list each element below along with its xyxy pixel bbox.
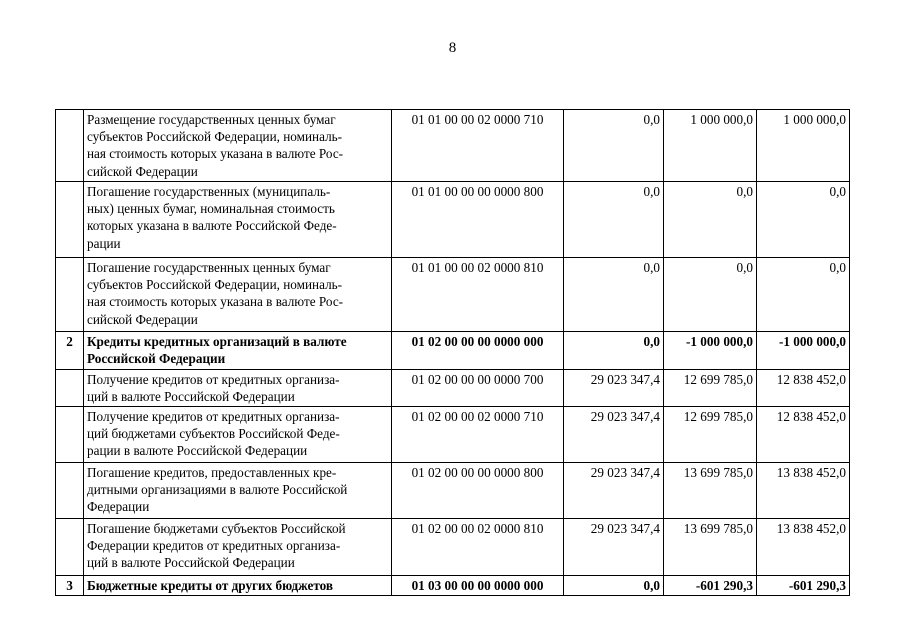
row-value-1: 0,0 bbox=[564, 258, 664, 332]
row-number bbox=[56, 519, 84, 576]
row-value-1: 0,0 bbox=[564, 182, 664, 258]
row-value-2: -1 000 000,0 bbox=[664, 332, 757, 370]
sources-financing-table bbox=[55, 109, 850, 596]
row-name-line: Размещение государственных ценных бумаг bbox=[87, 112, 336, 127]
row-name-line: рации bbox=[87, 235, 121, 251]
row-name-line: сийской Федерации bbox=[87, 311, 198, 327]
row-code: 01 01 00 00 00 0000 800 bbox=[392, 182, 564, 258]
row-name-line: Российской Федерации bbox=[87, 351, 226, 367]
row-name-line: Погашение государственных ценных бумаг bbox=[87, 260, 331, 275]
row-value-1: 0,0 bbox=[564, 110, 664, 182]
row-value-2: -601 290,3 bbox=[664, 576, 757, 596]
table-row bbox=[56, 370, 850, 407]
row-name-line: Получение кредитов от кредитных организа- bbox=[87, 409, 340, 424]
row-name-line: субъектов Российской Федерации, номиналь- bbox=[87, 129, 343, 145]
row-value-2: 1 000 000,0 bbox=[664, 110, 757, 182]
table-row bbox=[56, 110, 850, 182]
row-number bbox=[56, 370, 84, 407]
row-value-3: 0,0 bbox=[757, 258, 850, 332]
row-name bbox=[84, 258, 392, 332]
row-name-line: дитными организациями в валюте Российской bbox=[87, 482, 348, 498]
table-row bbox=[56, 576, 850, 596]
row-number bbox=[56, 258, 84, 332]
row-name-line: которых указана в валюте Российской Феде- bbox=[87, 218, 337, 234]
row-value-3: 1 000 000,0 bbox=[757, 110, 850, 182]
row-number: 3 bbox=[56, 576, 84, 596]
page-number: 8 bbox=[448, 40, 457, 56]
row-name-line: сийской Федерации bbox=[87, 163, 198, 179]
row-value-2: 12 699 785,0 bbox=[664, 407, 757, 463]
row-name-line: субъектов Российской Федерации, номиналь- bbox=[87, 277, 343, 293]
row-code: 01 02 00 00 02 0000 710 bbox=[392, 407, 564, 463]
row-name-line: ная стоимость которых указана в валюте Рос- bbox=[87, 146, 344, 162]
row-code: 01 03 00 00 00 0000 000 bbox=[392, 576, 564, 596]
row-value-3: -601 290,3 bbox=[757, 576, 850, 596]
row-value-2: 13 699 785,0 bbox=[664, 463, 757, 519]
row-code: 01 02 00 00 00 0000 700 bbox=[392, 370, 564, 407]
row-value-1: 0,0 bbox=[564, 576, 664, 596]
row-name bbox=[84, 332, 392, 370]
row-number bbox=[56, 463, 84, 519]
row-code: 01 02 00 00 00 0000 800 bbox=[392, 463, 564, 519]
row-name-line: Погашение бюджетами субъектов Российской bbox=[87, 521, 346, 536]
row-name-line: рации в валюте Российской Федерации bbox=[87, 443, 308, 459]
table-row bbox=[56, 258, 850, 332]
row-name bbox=[84, 182, 392, 258]
row-number bbox=[56, 110, 84, 182]
row-number bbox=[56, 182, 84, 258]
row-name-line: ная стоимость которых указана в валюте Рос- bbox=[87, 294, 344, 310]
row-value-2: 13 699 785,0 bbox=[664, 519, 757, 576]
table-row bbox=[56, 407, 850, 463]
table-row bbox=[56, 463, 850, 519]
row-value-3: 13 838 452,0 bbox=[757, 519, 850, 576]
row-name-line: Федерации кредитов от кредитных организа- bbox=[87, 538, 341, 554]
row-name-line: Получение кредитов от кредитных организа- bbox=[87, 372, 340, 387]
row-code: 01 02 00 00 02 0000 810 bbox=[392, 519, 564, 576]
row-name-line: Погашение государственных (муниципаль- bbox=[87, 184, 331, 199]
row-number bbox=[56, 407, 84, 463]
row-value-2: 0,0 bbox=[664, 182, 757, 258]
row-value-1: 29 023 347,4 bbox=[564, 370, 664, 407]
row-name bbox=[84, 576, 392, 596]
row-name-line: ций в валюте Российской Федерации bbox=[87, 555, 295, 571]
row-name bbox=[84, 110, 392, 182]
row-name-line: Бюджетные кредиты от других бюджетов bbox=[87, 578, 334, 593]
row-name-line: ций бюджетами субъектов Российской Феде- bbox=[87, 426, 340, 442]
row-value-2: 0,0 bbox=[664, 258, 757, 332]
row-name-line: Погашение кредитов, предоставленных кре- bbox=[87, 465, 337, 480]
row-name bbox=[84, 370, 392, 407]
row-name-line: Федерации bbox=[87, 499, 150, 515]
row-name bbox=[84, 463, 392, 519]
row-value-2: 12 699 785,0 bbox=[664, 370, 757, 407]
row-code: 01 02 00 00 00 0000 000 bbox=[392, 332, 564, 370]
row-value-1: 29 023 347,4 bbox=[564, 463, 664, 519]
row-name bbox=[84, 407, 392, 463]
row-value-1: 29 023 347,4 bbox=[564, 407, 664, 463]
row-name bbox=[84, 519, 392, 576]
table-row bbox=[56, 182, 850, 258]
row-name-line: ных) ценных бумаг, номинальная стоимость bbox=[87, 201, 335, 217]
row-name-line: ций в валюте Российской Федерации bbox=[87, 389, 295, 405]
row-value-3: 12 838 452,0 bbox=[757, 370, 850, 407]
row-value-3: -1 000 000,0 bbox=[757, 332, 850, 370]
table-row bbox=[56, 519, 850, 576]
row-value-1: 29 023 347,4 bbox=[564, 519, 664, 576]
row-value-3: 0,0 bbox=[757, 182, 850, 258]
row-value-3: 13 838 452,0 bbox=[757, 463, 850, 519]
row-value-3: 12 838 452,0 bbox=[757, 407, 850, 463]
table-row bbox=[56, 332, 850, 370]
row-number: 2 bbox=[56, 332, 84, 370]
row-value-1: 0,0 bbox=[564, 332, 664, 370]
row-code: 01 01 00 00 02 0000 810 bbox=[392, 258, 564, 332]
row-code: 01 01 00 00 02 0000 710 bbox=[392, 110, 564, 182]
row-name-line: Кредиты кредитных организаций в валюте bbox=[87, 334, 347, 349]
